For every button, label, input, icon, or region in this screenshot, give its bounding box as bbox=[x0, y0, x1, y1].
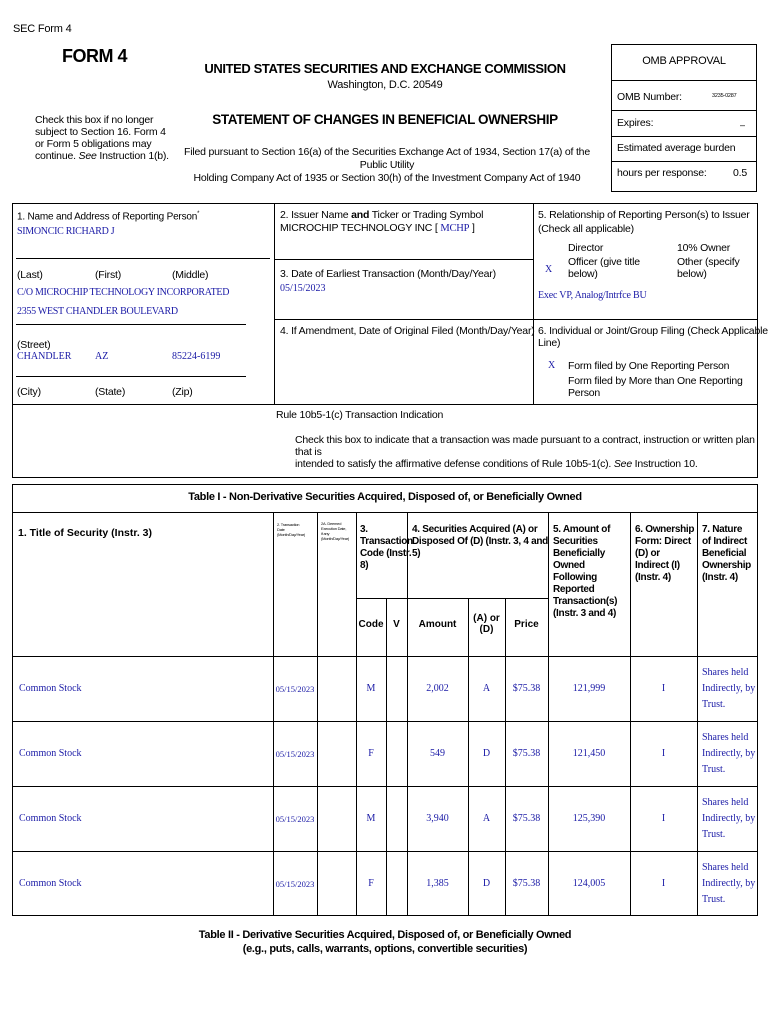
state-label: (State) bbox=[95, 386, 126, 398]
col-title-of-security: 1. Title of Security (Instr. 3) bbox=[18, 527, 153, 539]
cell-a-or-d: A bbox=[482, 812, 491, 824]
cell-date: 05/15/2023 bbox=[275, 683, 315, 694]
subcol-v: V bbox=[393, 619, 400, 630]
nature-line: Indirectly, by bbox=[702, 813, 756, 824]
rule-10b5-label: Rule 10b5-1(c) Transaction Indication bbox=[276, 409, 444, 421]
earliest-transaction-label: 3. Date of Earliest Transaction (Month/Day/Year) bbox=[280, 268, 496, 280]
issuer-name: MICROCHIP TECHNOLOGY INC [ MCHP ] bbox=[280, 222, 475, 234]
cell-code: M bbox=[366, 682, 376, 694]
officer-title: Exec VP, Analog/Intrfce BU bbox=[538, 290, 647, 301]
nature-line: Trust. bbox=[702, 894, 726, 905]
cell-nature-of-ownership bbox=[702, 665, 756, 713]
cell-nature-of-ownership bbox=[702, 730, 756, 778]
nature-line: Shares held bbox=[702, 732, 749, 743]
form-title: FORM 4 bbox=[62, 46, 128, 66]
middle-name-label: (Middle) bbox=[172, 269, 209, 281]
cell-date: 05/15/2023 bbox=[275, 813, 315, 824]
omb-approval-title: OMB APPROVAL bbox=[642, 55, 726, 67]
cell-security: Common Stock bbox=[19, 682, 82, 694]
cell-price: $75.38 bbox=[512, 747, 541, 759]
omb-number-value: 3235-0287 bbox=[712, 93, 737, 99]
nature-line: Trust. bbox=[702, 764, 726, 775]
subcol-amount: Amount bbox=[418, 619, 457, 630]
cell-a-or-d: D bbox=[482, 747, 491, 759]
state-value: AZ bbox=[95, 351, 109, 362]
nature-line: Indirectly, by bbox=[702, 878, 756, 889]
nature-line: Trust. bbox=[702, 829, 726, 840]
rule-10b5-text: Check this box to indicate that a transaction was made pursuant to a contract, instruction or written plan that is intended to satisfy the affirmative defense conditions of Rule 10b5-1(c). See Instruction 10. bbox=[295, 434, 755, 470]
no-longer-subject-notice: Check this box if no longer subject to Section 16. Form 4 or Form 5 obligations may continue. See Instruction 1(b). bbox=[35, 114, 169, 162]
cell-ownership-form: I bbox=[661, 747, 666, 759]
cell-date: 05/15/2023 bbox=[275, 878, 315, 889]
agency-name: UNITED STATES SECURITIES AND EXCHANGE COMMISSION bbox=[204, 61, 566, 76]
cell-security: Common Stock bbox=[19, 877, 82, 889]
cell-owned: 124,005 bbox=[572, 877, 606, 889]
zip-label: (Zip) bbox=[172, 386, 193, 398]
col-transaction-code: 3. Transaction Code (Instr. 8) bbox=[360, 524, 413, 571]
cell-security: Common Stock bbox=[19, 812, 82, 824]
cell-owned: 121,450 bbox=[572, 747, 606, 759]
cell-amount: 3,940 bbox=[426, 812, 449, 824]
col-nature-indirect: 7. Nature of Indirect Beneficial Ownership (Instr. 4) bbox=[702, 524, 751, 583]
cell-amount: 549 bbox=[430, 747, 445, 759]
cell-ownership-form: I bbox=[661, 682, 666, 694]
agency-location: Washington, D.C. 20549 bbox=[327, 79, 443, 91]
subcol-code: Code bbox=[358, 619, 384, 630]
filing-check: X bbox=[548, 360, 556, 371]
cell-code: F bbox=[368, 877, 374, 889]
cell-amount: 1,385 bbox=[426, 877, 449, 889]
omb-hours-label: hours per response: bbox=[617, 167, 707, 179]
relationship-label: 5. Relationship of Reporting Person(s) to Issuer bbox=[538, 209, 750, 221]
cell-nature-of-ownership bbox=[702, 860, 756, 908]
nature-line: Shares held bbox=[702, 862, 749, 873]
omb-expires-label: Expires: bbox=[617, 117, 654, 129]
cell-a-or-d: A bbox=[482, 682, 491, 694]
nature-line: Shares held bbox=[702, 667, 749, 678]
street-label: (Street) bbox=[17, 339, 51, 351]
cell-ownership-form: I bbox=[661, 877, 666, 889]
zip-value: 85224-6199 bbox=[172, 351, 221, 362]
filing-type-label: 6. Individual or Joint/Group Filing (Check Applicable Line) bbox=[538, 325, 768, 349]
address-line1: C/O MICROCHIP TECHNOLOGY INCORPORATED bbox=[17, 287, 230, 298]
omb-number-label: OMB Number: bbox=[617, 91, 682, 103]
subcol-a-or-d: (A) or (D) bbox=[473, 613, 500, 635]
relationship-sub: (Check all applicable) bbox=[538, 223, 634, 235]
address-line2: 2355 WEST CHANDLER BOULEVARD bbox=[17, 306, 178, 317]
reporting-person-name: SIMONCIC RICHARD J bbox=[17, 226, 115, 237]
reporting-person-label: 1. Name and Address of Reporting Person* bbox=[17, 211, 200, 223]
nature-line: Trust. bbox=[702, 699, 726, 710]
cell-code: F bbox=[368, 747, 374, 759]
nature-line: Indirectly, by bbox=[702, 683, 756, 694]
omb-expires-value: – bbox=[740, 120, 745, 130]
cell-owned: 125,390 bbox=[572, 812, 606, 824]
other-option: Other (specify below) bbox=[677, 256, 740, 280]
cell-code: M bbox=[366, 812, 376, 824]
filed-pursuant-text: Filed pursuant to Section 16(a) of the Securities Exchange Act of 1934, Section 17(a) of the Public Utility Holding Company Act of 1935 or Section 30(h) of the Investment Company Act of 1940 bbox=[184, 146, 590, 184]
cell-nature-of-ownership bbox=[702, 795, 756, 843]
cell-amount: 2,002 bbox=[426, 682, 449, 694]
first-name-label: (First) bbox=[95, 269, 122, 281]
cell-date: 05/15/2023 bbox=[275, 748, 315, 759]
ten-pct-owner-option: 10% Owner bbox=[677, 242, 731, 254]
cell-price: $75.38 bbox=[512, 682, 541, 694]
filing-option-one: Form filed by One Reporting Person bbox=[568, 360, 730, 372]
amendment-date-label: 4. If Amendment, Date of Original Filed (Month/Day/Year) bbox=[280, 325, 535, 337]
cell-price: $75.38 bbox=[512, 877, 541, 889]
last-name-label: (Last) bbox=[17, 269, 43, 281]
nature-line: Indirectly, by bbox=[702, 748, 756, 759]
officer-check: X bbox=[545, 264, 553, 275]
col-ownership-form: 6. Ownership Form: Direct (D) or Indirect (I) (Instr. 4) bbox=[635, 524, 695, 583]
cell-price: $75.38 bbox=[512, 812, 541, 824]
col-transaction-date: 2. Transaction Date (Month/Day/Year) bbox=[277, 522, 305, 537]
officer-option: Officer (give title below) bbox=[568, 256, 640, 280]
table2-title: Table II - Derivative Securities Acquired, Disposed of, or Beneficially Owned (e.g., puts, calls, warrants, options, convertible securities) bbox=[198, 929, 572, 955]
table1-title: Table I - Non-Derivative Securities Acquired, Disposed of, or Beneficially Owned bbox=[188, 491, 582, 503]
cell-a-or-d: D bbox=[482, 877, 491, 889]
omb-hours-value: 0.5 bbox=[733, 167, 747, 179]
earliest-transaction-date: 05/15/2023 bbox=[280, 283, 326, 294]
cell-ownership-form: I bbox=[661, 812, 666, 824]
col-securities-acquired-disposed: 4. Securities Acquired (A) or Disposed Of (D) (Instr. 3, 4 and 5) bbox=[412, 524, 548, 559]
cell-owned: 121,999 bbox=[572, 682, 606, 694]
filing-option-more: Form filed by More than One Reporting Person bbox=[568, 375, 743, 399]
cell-security: Common Stock bbox=[19, 747, 82, 759]
subcol-price: Price bbox=[514, 619, 539, 630]
form-label: SEC Form 4 bbox=[13, 23, 72, 35]
col-deemed-execution-date: 2A. Deemed Execution Date, if any (Month/Day/Year) bbox=[321, 521, 349, 541]
statement-title: STATEMENT OF CHANGES IN BENEFICIAL OWNERSHIP bbox=[212, 112, 558, 127]
ticker-symbol: MCHP bbox=[440, 223, 470, 234]
nature-line: Shares held bbox=[702, 797, 749, 808]
issuer-name-label: 2. Issuer Name and Ticker or Trading Symbol bbox=[280, 209, 484, 221]
col-amount-owned: 5. Amount of Securities Beneficially Owned Following Reported Transaction(s) (Instr. 3 and 4) bbox=[553, 524, 618, 619]
director-option: Director bbox=[568, 242, 604, 254]
city-label: (City) bbox=[17, 386, 41, 398]
city-value: CHANDLER bbox=[17, 351, 72, 362]
omb-burden-label: Estimated average burden bbox=[617, 142, 736, 154]
